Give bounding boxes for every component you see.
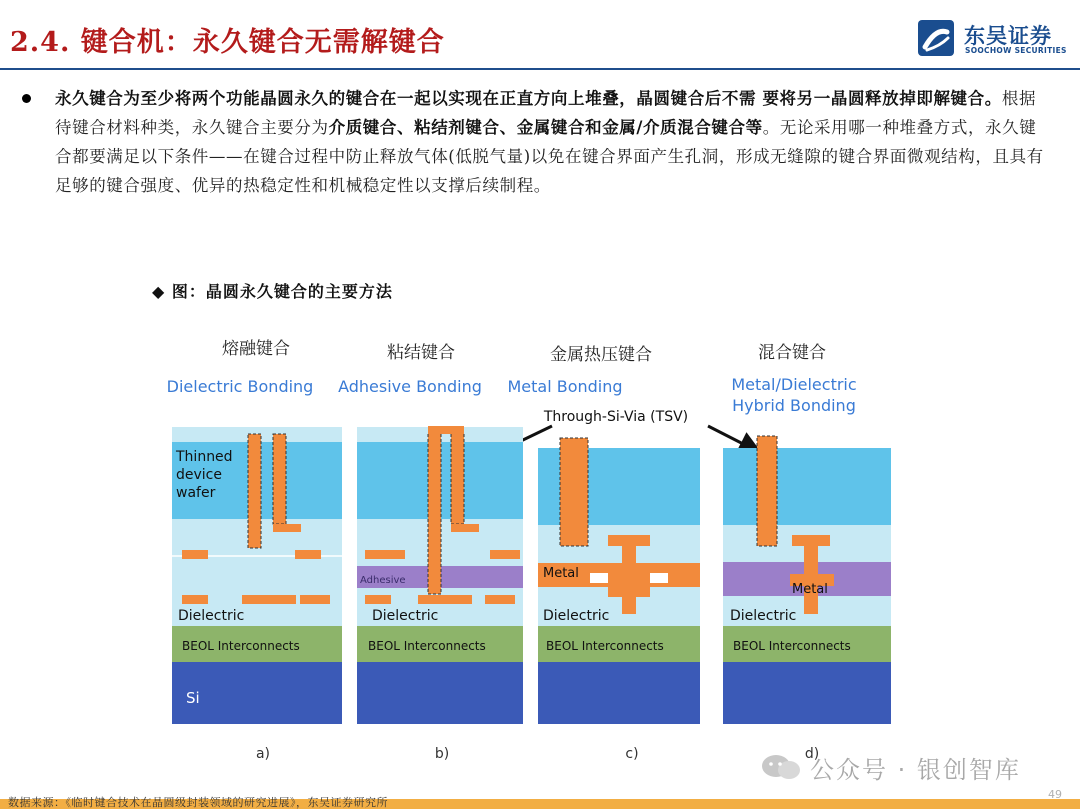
header-divider — [0, 68, 1080, 70]
c-metal: Metal — [543, 566, 579, 581]
watermark — [760, 750, 1060, 784]
b-adhesive: Adhesive — [360, 575, 406, 586]
panel-b — [357, 426, 523, 762]
figure-caption: ◆ 图：晶圆永久键合的主要方法 — [152, 282, 393, 301]
col-d-cn: 混合键合 — [758, 343, 826, 363]
col-a-cn: 熔融键合 — [222, 339, 290, 359]
col-b-en: Adhesive Bonding — [338, 377, 482, 396]
b-beol: BEOL Interconnects — [368, 639, 486, 653]
d-letter: d) — [804, 746, 820, 762]
a-dielectric: Dielectric — [178, 608, 245, 624]
col-d-en1: Metal/Dielectric — [731, 375, 857, 394]
para-seg-2: 介质键合、粘结剂键合、金属键合和金属/介质混合键合等 — [328, 118, 763, 137]
panel-d — [723, 436, 891, 762]
d-beol: BEOL Interconnects — [733, 639, 851, 653]
d-dielectric: Dielectric — [730, 608, 797, 624]
data-source: 数据来源：《临时键合技术在晶圆级封装领域的研究进展》，东吴证券研究所 — [8, 796, 388, 809]
body-paragraph — [55, 84, 1050, 200]
bonding-methods-diagram — [160, 330, 900, 770]
b-dielectric: Dielectric — [372, 608, 439, 624]
col-a-en: Dielectric Bonding — [166, 377, 314, 396]
d-metal: Metal — [792, 582, 828, 597]
col-b-cn: 粘结键合 — [387, 343, 455, 363]
soochow-logo-icon — [918, 20, 956, 56]
a-thinned-2: device — [176, 467, 222, 483]
col-c-cn: 金属热压键合 — [550, 345, 652, 365]
col-c-en: Metal Bonding — [507, 377, 623, 396]
panel-c — [538, 438, 700, 762]
para-seg-1: 根据待键合材料种类，永久键合主要分为 — [55, 89, 1037, 137]
c-letter: c) — [625, 746, 639, 762]
tsv-label: Through-Si-Via (TSV) — [543, 409, 689, 425]
company-logo — [918, 20, 1073, 60]
c-dielectric: Dielectric — [543, 608, 610, 624]
a-letter: a) — [255, 746, 271, 762]
panel-a — [172, 427, 342, 762]
bullet-icon — [22, 94, 31, 103]
page-title: 2.4. 键合机：永久键合无需解键合 — [10, 27, 445, 58]
para-seg-0: 永久键合为至少将两个功能晶圆永久的键合在一起以实现在正直方向上堆叠，晶圆键合后不需 要将另一晶圆释放掉即解键合。 — [55, 89, 1002, 108]
col-d-en2: Hybrid Bonding — [732, 396, 856, 415]
tsv-arrow-right — [708, 426, 757, 451]
a-si: Si — [186, 689, 200, 707]
para-seg-3: 。无论采用哪一种堆叠方式，永久键合都要满足以下条件——在键合过程中防止释放气体(低脱气量)以免在键合界面产生孔洞，形成无缝隙的键合界面微观结构，且具有足够的键合强度、优异的热稳定性和机械稳定性以支撑后续制程。 — [55, 118, 1044, 195]
b-letter: b) — [434, 746, 450, 762]
a-beol: BEOL Interconnects — [182, 639, 300, 653]
a-thinned-3: wafer — [176, 485, 216, 501]
wechat-icon — [760, 752, 804, 782]
logo-en-text: SOOCHOW SECURITIES — [965, 46, 1067, 55]
a-thinned-1: Thinned — [176, 449, 233, 465]
page-number: 49 — [1048, 788, 1062, 801]
watermark-text: 公众号 · 银创智库 — [810, 756, 1021, 784]
c-beol: BEOL Interconnects — [546, 639, 664, 653]
logo-cn-text: 东吴证券 — [964, 24, 1052, 48]
